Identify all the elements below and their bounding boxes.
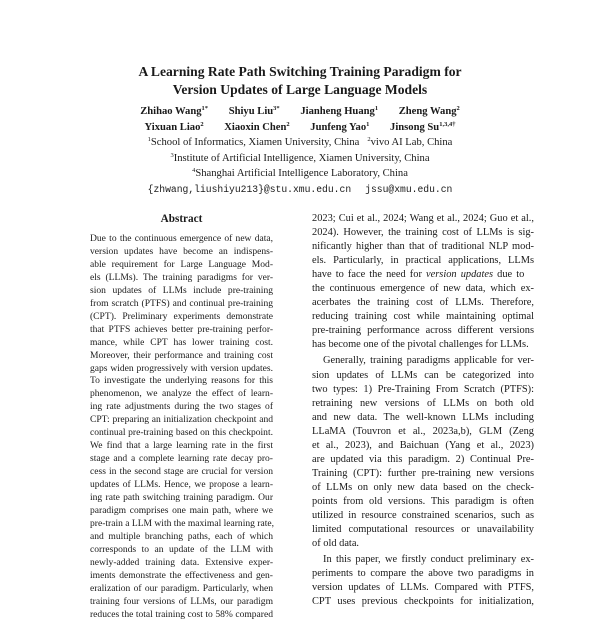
- text-line: sion updates of LLMs include pre-training: [90, 284, 273, 296]
- author: Shiyu Liu$^{3*}$: [228, 105, 280, 117]
- text-line: Generally, training paradigms applicable for ver-: [323, 355, 534, 367]
- text-line: ing rate adjustments during the two stages of: [90, 401, 273, 413]
- text-line: version updates have become an indispens-: [90, 245, 273, 257]
- author-block: [0, 104, 600, 197]
- text-line: able requirement for Large Language Mod-: [90, 258, 273, 270]
- text-line: of LLMs on only new data based on the check-: [312, 481, 534, 493]
- author: Jianheng Huang$^1$: [300, 105, 379, 117]
- text-line: mance, while CPT has lower training cost.: [90, 336, 273, 348]
- text-line: periments to compare the above two paradigms in: [312, 568, 534, 580]
- text-line: version updates of LLMs. Compared with PTFS,: [312, 582, 534, 594]
- text-line: 2023; Cui et al., 2024; Wang et al., 2024; Guo et al.,: [312, 213, 534, 224]
- text-line: of old data.: [312, 538, 360, 550]
- intro-paragraph-3: [312, 553, 534, 609]
- email-row: [0, 182, 600, 198]
- text-line: Moreover, their performance and training cost: [90, 349, 273, 361]
- text-line: phenomenon, we analyze the effect of learn-: [90, 388, 273, 400]
- text-line: have to face the need for version updates due to: [312, 269, 525, 281]
- text-line: Training (CPT): further pre-training new versions: [312, 467, 534, 479]
- text-line: LLaMA (Touvron et al., 2023a,b), GLM (Zeng: [312, 425, 534, 437]
- text-line: CPT uses previous checkpoints for initialization,: [312, 596, 534, 608]
- text-line: eralization of our paradigm. Particularly, when: [90, 582, 273, 594]
- abstract-body: [90, 233, 273, 622]
- affiliation-4: Shanghai Artificial Intelligence Laboratory, China: [195, 168, 408, 179]
- title-line-1: A Learning Rate Path Switching Training Paradigm for: [138, 64, 462, 79]
- text-line: reduces the total training cost to 58% compared: [90, 608, 273, 620]
- affiliation-row-1: $^1$School of Informatics, Xiamen University, China $^2$vivo AI Lab, China: [147, 136, 453, 148]
- text-line: the continuous emergence of new data, which ex-: [312, 283, 534, 295]
- text-line: In this paper, we firstly conduct preliminary ex-: [323, 554, 534, 566]
- paper-title: [0, 63, 600, 99]
- text-line: els. Particularly, in practical applications, LLMs: [312, 255, 534, 267]
- text-line: (CPT). Preliminary experiments demonstrate: [90, 310, 273, 322]
- text-line: that PTFS achieves better pre-training perfor-: [90, 323, 273, 335]
- text-line: iments demonstrate the effectiveness and gen-: [90, 569, 273, 581]
- affiliation-row-3: $^4$Shanghai Artificial Intelligence Laboratory, China: [192, 167, 408, 179]
- author: Yixuan Liao$^2$: [144, 120, 204, 133]
- affiliation-1: School of Informatics, Xiamen University, China: [150, 137, 360, 148]
- author: Xiaoxin Chen$^2$: [224, 120, 290, 133]
- text-line: stage and a complete learning rate decay pro-: [90, 453, 273, 465]
- text-line: nificantly higher than that of traditional NLP mod-: [312, 241, 534, 253]
- text-line: are updated via this paradigm. 2) Continual Pre-: [312, 453, 534, 465]
- abstract-heading: Abstract: [160, 213, 203, 225]
- text-line: reducing training cost while maintaining optimal: [312, 311, 534, 323]
- text-line: paradigm comprises one main path, where we: [90, 505, 273, 517]
- text-line: points from old versions. This paradigm is often: [312, 495, 534, 507]
- text-line: els (LLMs). The training paradigms for ver-: [90, 271, 273, 283]
- text-line: utilized in resource constrained scenarios, such as: [312, 509, 534, 521]
- text-line: pre-training performance across different versions: [312, 325, 534, 337]
- text-line: acerbates the training cost of LLMs. Therefore,: [312, 297, 534, 309]
- text-line: corresponds to an update of the LLM with: [90, 543, 273, 555]
- text-line: Due to the continuous emergence of new data,: [90, 233, 273, 244]
- text-line: pre-train a LLM with the maximal learning rate,: [90, 517, 274, 529]
- intro-paragraph-2: [312, 354, 534, 551]
- intro-paragraph-1: [312, 212, 534, 352]
- text-line: has become one of the pivotal challenges for LLMs.: [312, 339, 529, 351]
- author: Zhihao Wang$^{1*}$: [140, 105, 209, 117]
- text-line: cess in the second stage are crucial for version: [90, 466, 273, 478]
- author: Junfeng Yao$^1$: [310, 120, 370, 133]
- email-1[interactable]: {zhwang,liushiyu213}@stu.xmu.edu.cn: [147, 183, 352, 195]
- authors-row-2: [0, 120, 600, 136]
- affiliation-row-2: $^3$Institute of Artificial Intelligence, Xiamen University, China: [170, 151, 430, 164]
- email-2[interactable]: jssu@xmu.edu.cn: [365, 183, 453, 195]
- text-line: 2024). However, the training cost of LLMs is sig-: [312, 227, 534, 239]
- text-line: two types: 1) Pre-Training From Scratch (PTFS):: [312, 383, 534, 395]
- affiliation-2: vivo AI Lab, China: [370, 137, 453, 148]
- text-line: ing rate path switching training paradigm. Our: [90, 492, 273, 504]
- text-line: To investigate the underlying reasons for this: [90, 375, 273, 387]
- text-line: gaps widen progressively with version updates.: [90, 362, 273, 374]
- text-line: newly-added training data. Extensive exper-: [90, 556, 273, 568]
- author: Jinsong $Su^{1,3,4\dagger}$: [390, 120, 456, 133]
- author: Zheng Wang$^2$: [398, 105, 460, 117]
- text-line: and new data. The well-known LLMs including: [312, 411, 534, 423]
- text-line: et al., 2023), and Baichuan (Yang et al., 2023): [312, 439, 534, 451]
- text-line: training four versions of LLMs, our paradigm: [90, 595, 273, 607]
- text-line: continual pre-training based on this checkpoint.: [90, 427, 273, 439]
- text-line: retraining new versions of LLMs on both old: [312, 397, 534, 409]
- text-line: and multiple branching paths, each of which: [90, 530, 273, 542]
- right-column: [312, 212, 534, 609]
- text-line: We find that a large learning rate in the first: [90, 440, 273, 452]
- text-line: limited computational resources or unavailability: [312, 524, 534, 536]
- text-line: from scratch (PTFS) and continual pre-training: [90, 297, 273, 309]
- left-column: [90, 212, 273, 622]
- text-line: sion updates of LLMs can be categorized into: [312, 369, 534, 381]
- authors-row-1: [0, 104, 600, 120]
- affiliation-3: Institute of Artificial Intelligence, Xiamen University, China: [173, 152, 430, 164]
- text-line: CPT: preparing an initialization checkpoint and: [90, 414, 273, 426]
- emphasis-version-updates: version updates: [426, 269, 494, 281]
- text-line: updates of LLMs. Hence, we propose a learn-: [90, 479, 273, 491]
- title-line-2: Version Updates of Large Language Models: [172, 82, 428, 97]
